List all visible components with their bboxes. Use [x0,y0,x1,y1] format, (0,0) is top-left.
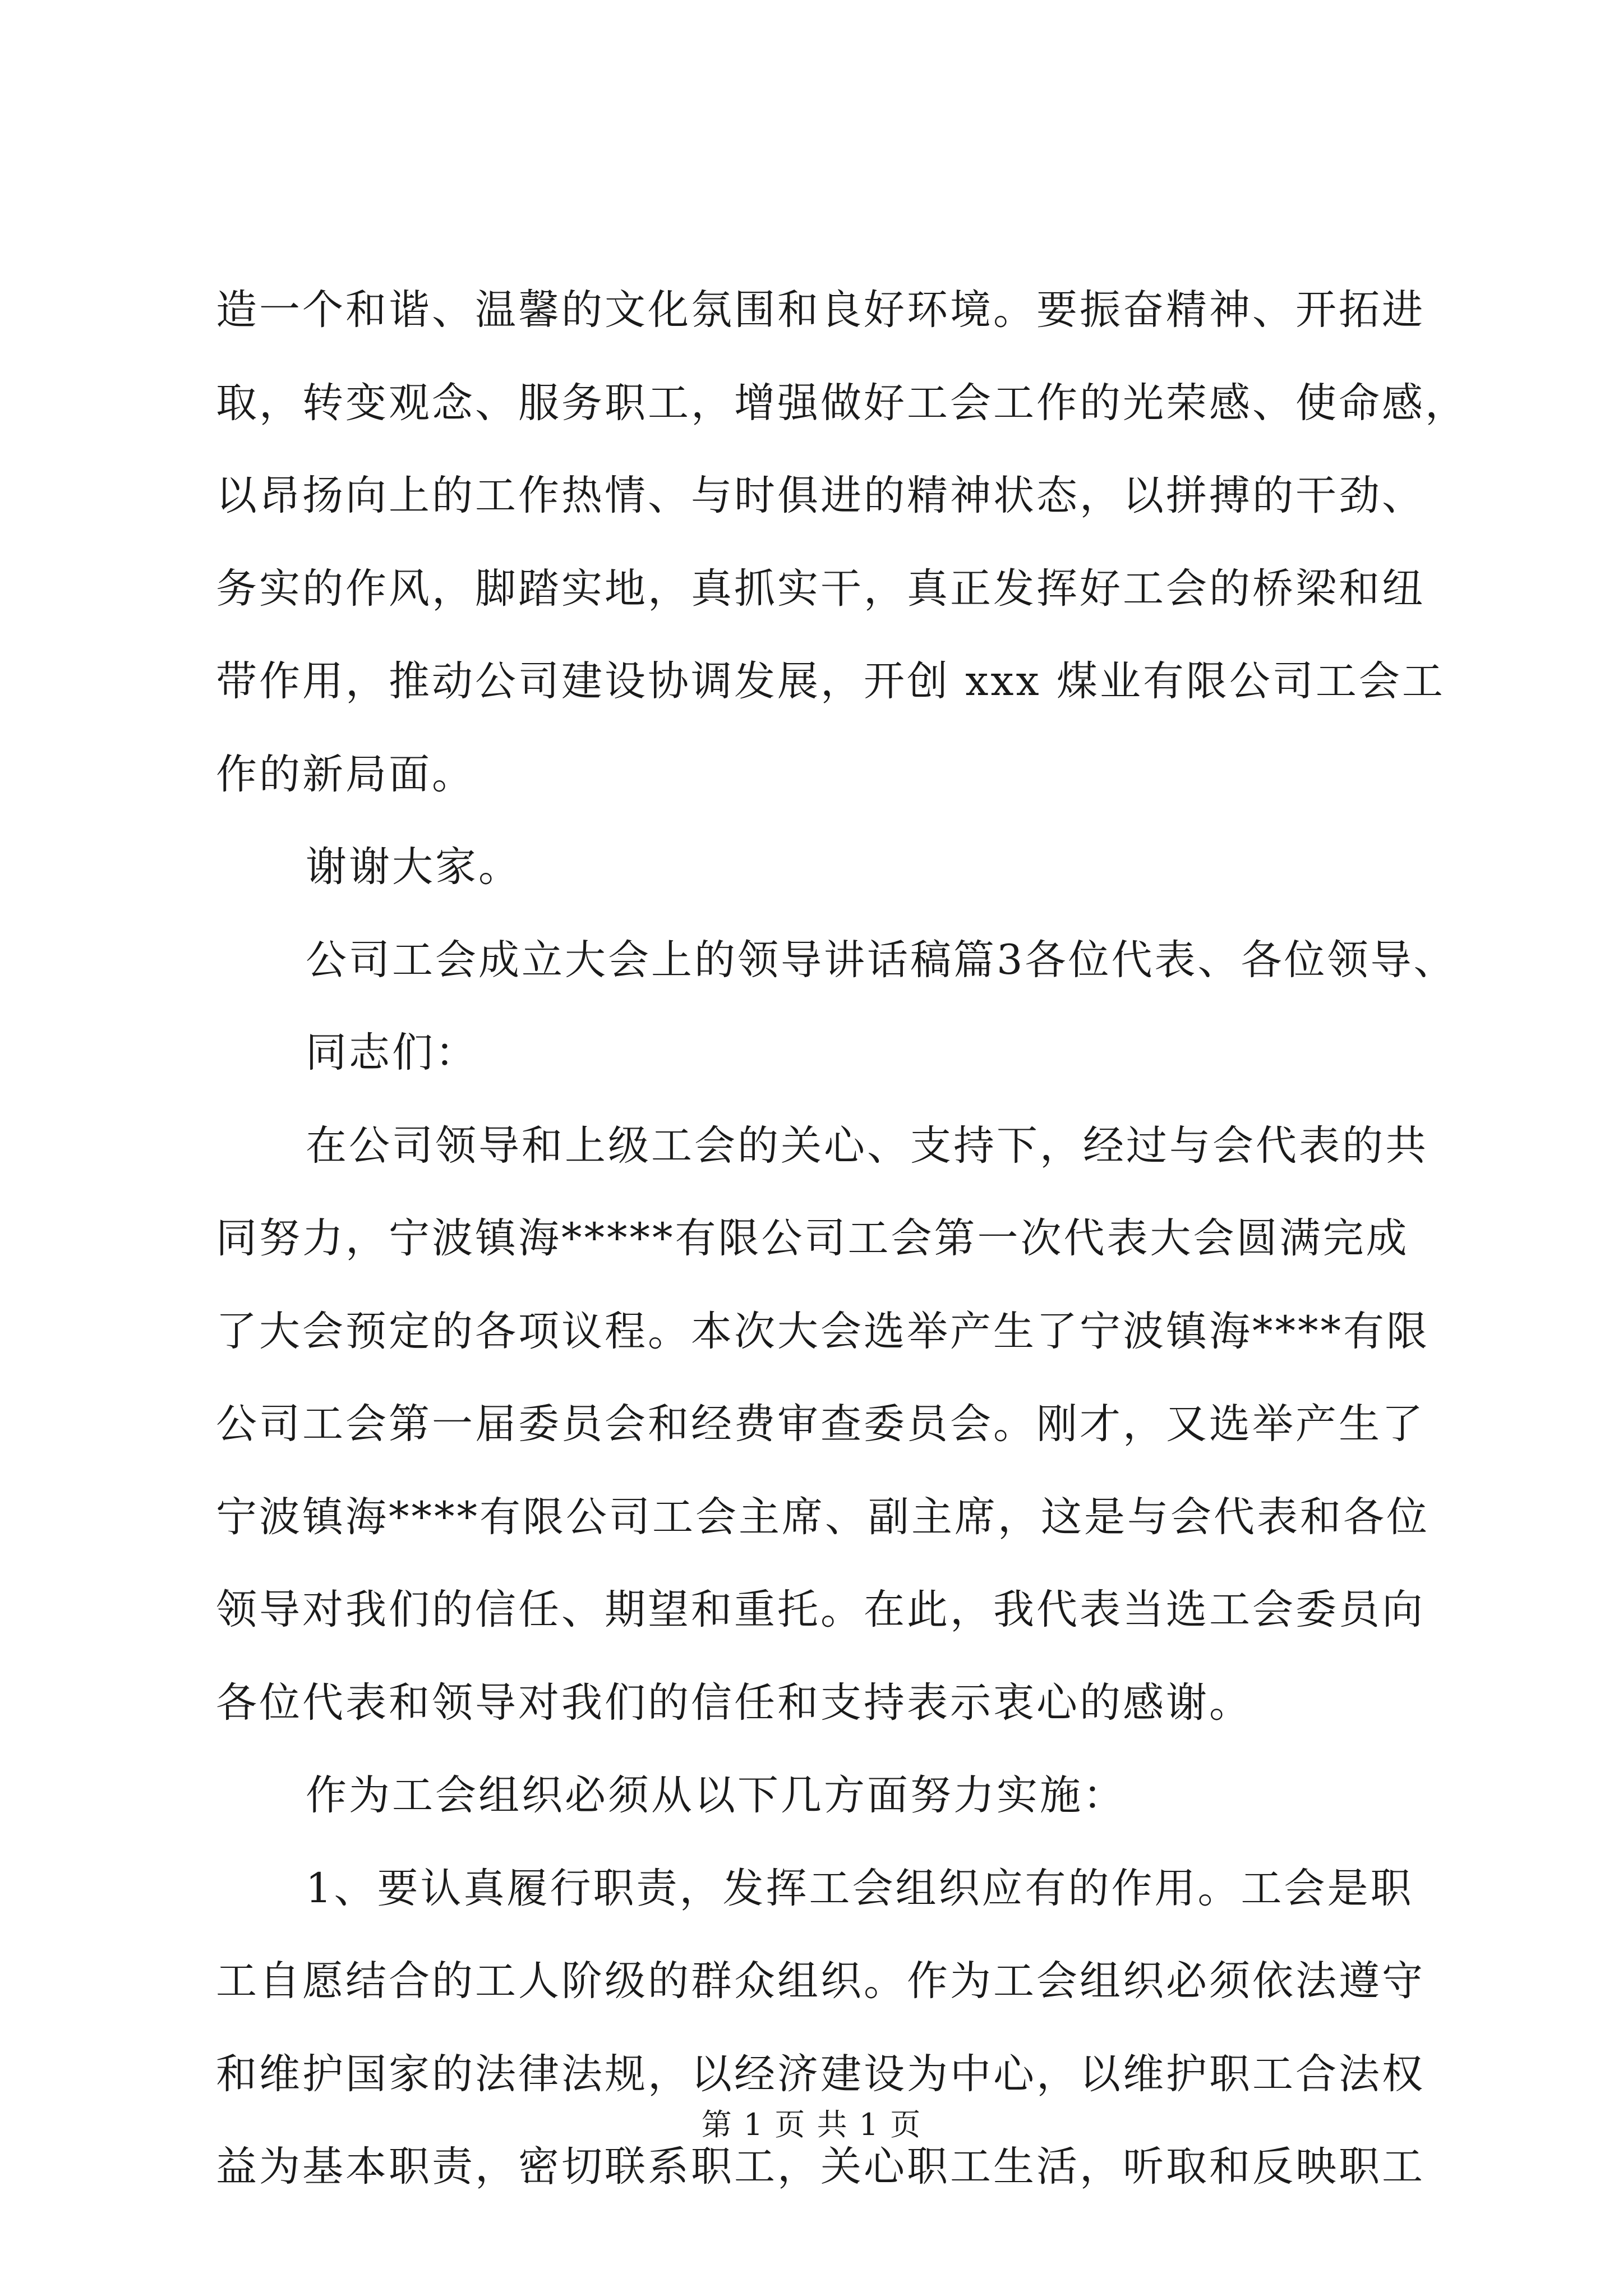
text-line: 领导对我们的信任、期望和重托。在此，我代表当选工会委员向 [216,1586,1425,1634]
text-line: 公司工会成立大会上的领导讲话稿篇3各位代表、各位领导、 [306,936,1457,984]
text-line: 公司工会第一届委员会和经费审查委员会。刚才，又选举产生了 [216,1400,1425,1448]
text-line: 宁波镇海****有限公司工会主席、副主席，这是与会代表和各位 [216,1493,1430,1541]
document-body [216,264,1468,2214]
text-line: 带作用，推动公司建设协调发展，开创 xxx 煤业有限公司工会工 [216,657,1445,705]
page-footer: 第 1 页 共 1 页 [701,2107,922,2142]
text-line: 造一个和谐、温馨的文化氛围和良好环境。要振奋精神、开拓进 [216,286,1425,334]
text-line: 和维护国家的法律法规，以经济建设为中心，以维护职工合法权 [216,2050,1425,2098]
text-line: 了大会预定的各项议程。本次大会选举产生了宁波镇海****有限 [216,1307,1430,1355]
text-line: 务实的作风，脚踏实地，真抓实干，真正发挥好工会的桥梁和纽 [216,564,1425,613]
text-line: 益为基本职责，密切联系职工，关心职工生活，听取和反映职工 [216,2143,1425,2191]
text-line: 各位代表和领导对我们的信任和支持表示衷心的感谢。 [216,1678,1252,1727]
text-line: 作的新局面。 [216,750,475,798]
text-line: 谢谢大家。 [306,843,522,891]
text-line: 1、要认真履行职责，发挥工会组织应有的作用。工会是职 [306,1864,1414,1912]
text-line: 同努力，宁波镇海*****有限公司工会第一次代表大会圆满完成 [216,1214,1409,1262]
text-line: 在公司领导和上级工会的关心、支持下，经过与会代表的共 [306,1121,1428,1170]
text-line: 同志们： [306,1029,478,1076]
text-line: 工自愿结合的工人阶级的群众组织。作为工会组织必须依法遵守 [216,1957,1425,2005]
text-line: 以昂扬向上的工作热情、与时俱进的精神状态，以拼搏的干劲、 [216,472,1425,519]
text-line: 取，转变观念、服务职工，增强做好工会工作的光荣感、使命感， [216,379,1468,427]
text-line: 作为工会组织必须从以下几方面努力实施： [306,1772,1126,1819]
